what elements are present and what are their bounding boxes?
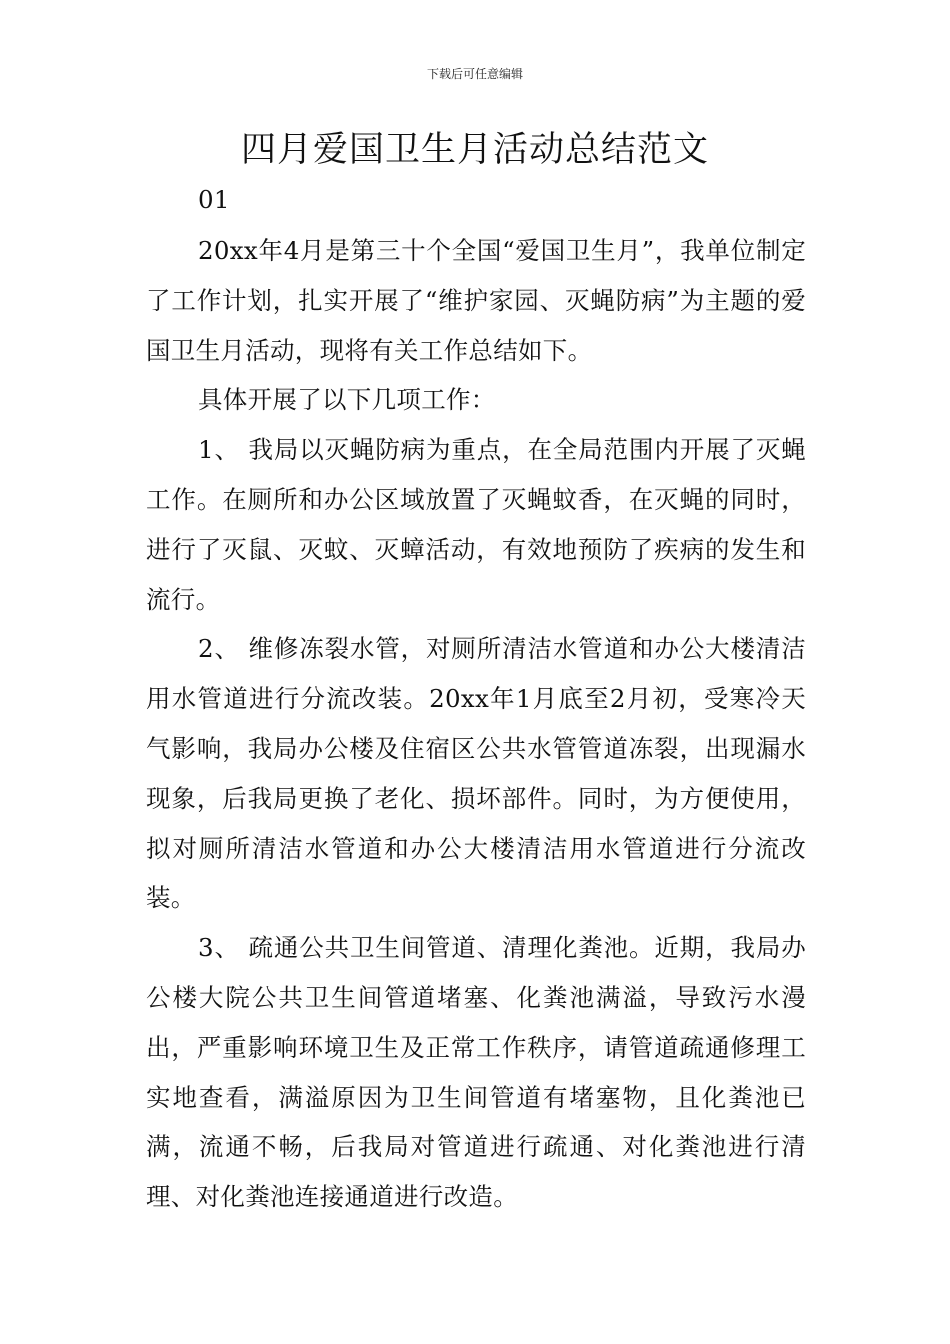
header-note: 下载后可任意编辑 — [426, 67, 523, 81]
paragraph-item-2: 2、 维修冻裂水管，对厕所清洁水管道和办公大楼清洁用水管道进行分流改装。20xx年1月底至2月初，受寒冷天气影响，我局办公楼及住宿区公共水管管道冻裂，出现漏水现象，后我局更换了老化、损坏部件。同时，为方便使用，拟对厕所清洁水管道和办公大楼清洁用水管道进行分流改装。 — [146, 634, 806, 913]
paragraph-item-1: 1、 我局以灭蝇防病为重点，在全局范围内开展了灭蝇工作。在厕所和办公区域放置了灭蝇蚊香，在灭蝇的同时，进行了灭鼠、灭蚊、灭蟑活动，有效地预防了疾病的发生和流行。 — [146, 435, 806, 614]
section-number: 01 — [198, 185, 230, 214]
paragraph-intro: 20xx年4月是第三十个全国“爱国卫生月”，我单位制定了工作计划，扎实开展了“维护家园、灭蝇防病”为主题的爱国卫生月活动，现将有关工作总结如下。 — [146, 236, 806, 365]
document-body — [146, 174, 806, 1222]
document-title: 四月爱国卫生月活动总结范文 — [240, 130, 709, 170]
paragraph-item-3: 3、 疏通公共卫生间管道、清理化粪池。近期，我局办公楼大院公共卫生间管道堵塞、化粪池满溢，导致污水漫出，严重影响环境卫生及正常工作秩序，请管道疏通修理工实地查看，满溢原因为卫生间管道有堵塞物，且化粪池已满，流通不畅，后我局对管道进行疏通、对化粪池进行清理、对化粪池连接通道进行改造。 — [146, 933, 806, 1212]
paragraph-work-list-heading: 具体开展了以下几项工作： — [198, 385, 496, 415]
